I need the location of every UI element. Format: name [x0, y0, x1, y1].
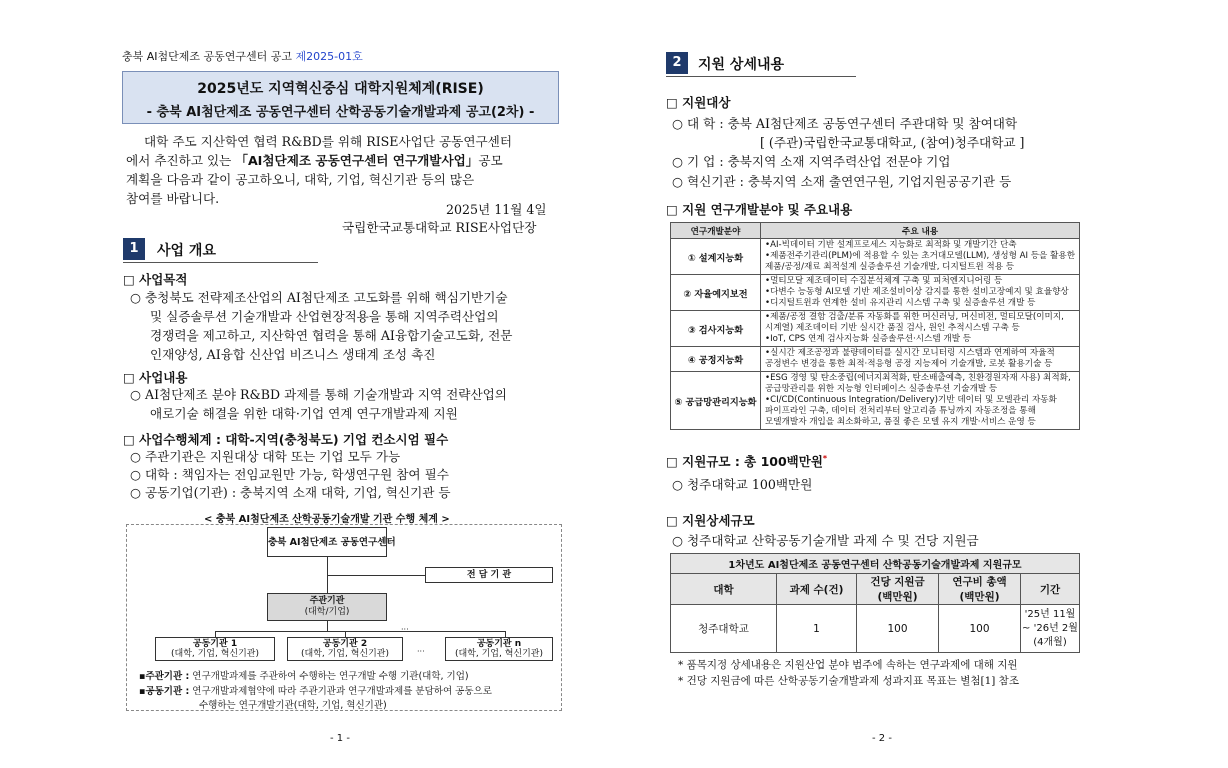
notice-header: 충북 AI첨단제조 공동연구센터 공고 제2025-01호 [122, 50, 363, 63]
intro-line-4: 참여를 바랍니다. [126, 191, 220, 206]
field-heading: □ 지원 연구개발분야 및 주요내용 [666, 202, 853, 217]
page-number-2: - 2 - [872, 733, 892, 744]
budget-table-title: 1차년도 AI첨단제조 공동연구센터 산학공동기술개발과제 지원규모 [671, 554, 1080, 574]
table-cell: 100 [857, 605, 939, 653]
section-1-number: 1 [123, 238, 145, 260]
section-2-number: 2 [666, 52, 688, 74]
system-line: ○ 주관기관은 지원대상 대학 또는 기업 모두 가능 [130, 449, 401, 464]
purpose-line: 인재양성, AI융합 신산업 비즈니스 생태계 조성 촉진 [150, 347, 436, 362]
detail-heading: □ 지원상세규모 [666, 513, 755, 528]
field-content: •ESG 경영 및 탄소중립(에너지최적화, 탄소배출예측, 친환경원자재 사용) 최적화, 공급망관리를 위한 지능형 인터페이스 실증솔루션 기술개발 등 •CI/CD(Continuous Integration/Delivery)기반 데이터 및 모델관리 자동화 파이프라인 구축, 데이터 전처리부터 알고리즘 튜닝까지 자동조정을 통해 모델개발자 개입을 최소화하고, 품질 좋은 모델 유지 개발·서비스 운영 등 [761, 372, 1080, 430]
page-2 [614, 0, 1228, 768]
table-cell: 청주대학교 [671, 605, 777, 653]
table-header-cell: 대학 [671, 574, 777, 605]
table-header-cell: 연구비 총액 (백만원) [939, 574, 1021, 605]
table-header-cell: 기간 [1021, 574, 1080, 605]
diagram-connector [215, 631, 505, 632]
field-content: •멀티모달 제조데이터 수집분석체계 구축 및 피처엔지니어링 등 •다변수 능동형 AI모델 기반 제조설비이상 감지를 통한 설비고장예지 및 효율향상 •디지털트윈과 연계한 설비 유지관리 시스템 구축 및 실증솔루션 개발 등 [761, 275, 1080, 311]
diagram-ellipsis: ··· [417, 647, 425, 656]
table-row [671, 275, 1080, 311]
field-content: •제품/공정 결함 검출/분류 자동화를 위한 머신러닝, 머신비전, 멀티모달(이미지, 시계열) 제조데이터 기반 실시간 품질 검사, 원인 추적시스템 구축 등 •IoT, CPS 연계 검사지능화 실증솔루션·시스템 개발 등 [761, 311, 1080, 347]
table-header-cell: 건당 지원금 (백만원) [857, 574, 939, 605]
budget-table [670, 553, 1080, 653]
diagram-joint-1: 공동기관 1 (대학, 기업, 혁신기관) [155, 637, 275, 661]
notice-number: 제2025-01호 [295, 50, 363, 63]
section-2-title: 지원 상세내용 [698, 57, 785, 73]
legend-lead: ▪주관기관 : 연구개발과제를 주관하여 수행하는 연구개발 수행 기관(대학, 기업) [139, 671, 469, 682]
legend-joint-cont: 수행하는 연구개발기관(대학, 기업, 혁신기관) [199, 700, 387, 711]
title-line-2: - 충북 AI첨단제조 공동연구센터 산학공동기술개발과제 공고(2차) - [146, 105, 535, 120]
diagram-ellipsis: ··· [401, 625, 409, 634]
title-box [122, 71, 559, 124]
diagram-joint-n: 공동기관 n (대학, 기업, 혁신기관) [445, 637, 553, 661]
diagram-dedicated-box: 전 담 기 관 [425, 567, 553, 583]
field-content: •AI-빅데이터 기반 설계프로세스 지능화로 최적화 및 개발기간 단축 •제품전주기관리(PLM)에 적용할 수 있는 초거대모델(LLM), 생성형 AI 등을 활용한 제품/공정/재료 최적설계 실증솔루션 기술개발, 디지털트윈 적용 등 [761, 239, 1080, 275]
content-line: ○ AI첨단제조 분야 R&BD 과제를 통해 기술개발과 지역 전략산업의 [130, 387, 507, 402]
scale-line: ○ 청주대학교 100백만원 [672, 477, 813, 492]
field-area: ⑤ 공급망관리지능화 [671, 372, 761, 430]
table-row [671, 311, 1080, 347]
table-row [671, 605, 1080, 653]
table-cell: 100 [939, 605, 1021, 653]
diagram-connector [327, 575, 425, 576]
diagram-joint-2: 공동기관 2 (대학, 기업, 혁신기관) [287, 637, 403, 661]
detail-line: ○ 청주대학교 산학공동기술개발 과제 수 및 건당 지원금 [672, 533, 979, 548]
intro-line-2: 에서 추진하고 있는 「AI첨단제조 공동연구센터 연구개발사업」공모 [126, 153, 503, 168]
issuer: 국립한국교통대학교 RISE사업단장 [342, 220, 537, 235]
target-line: [ (주관)국립한국교통대학교, (참여)청주대학교 ] [760, 135, 1025, 150]
rd-field-table [670, 222, 1080, 430]
content-line: 애로기술 해결을 위한 대학·기업 연계 연구개발과제 지원 [150, 406, 458, 421]
intro-line-3: 계획을 다음과 같이 공고하오니, 대학, 기업, 혁신기관 등의 많은 [126, 172, 475, 187]
table-cell: '25년 11월 ~ '26년 2월 (4개월) [1021, 605, 1080, 653]
title-line-1: 2025년도 지역혁신중심 대학지원체계(RISE) [197, 81, 484, 97]
page-number-1: - 1 - [330, 733, 350, 744]
scale-heading: □ 지원규모 : 총 100백만원* [666, 453, 828, 469]
field-area: ③ 검사지능화 [671, 311, 761, 347]
legend-joint: ▪공동기관 : 연구개발과제협약에 따라 주관기관과 연구개발과제를 분담하여 공동으로 [139, 686, 492, 697]
diagram-center-box: 충북 AI첨단제조 공동연구센터 [267, 527, 387, 557]
content-heading: □ 사업내용 [123, 370, 188, 385]
table-row [671, 347, 1080, 372]
field-area: ① 설계지능화 [671, 239, 761, 275]
purpose-heading: □ 사업목적 [123, 272, 188, 287]
note: * 품목지정 상세내용은 지원산업 분야 범주에 속하는 연구과제에 대해 지원 [678, 659, 1018, 671]
intro-line-1: 대학 주도 지산학연 협력 R&BD를 위해 RISE사업단 공동연구센터 [144, 134, 512, 149]
system-line: ○ 공동기업(기관) : 충북지역 소재 대학, 기업, 혁신기관 등 [130, 485, 451, 500]
table-header-row [671, 223, 1080, 239]
table-header-cell: 과제 수(건) [777, 574, 857, 605]
diagram-caption: < 충북 AI첨단제조 산학공동기술개발 기관 수행 체계 > [204, 514, 450, 525]
table-header-cell: 주요 내용 [761, 223, 1080, 239]
note: * 건당 지원금에 따른 산학공동기술개발과제 성과지표 목표는 별첨[1] 참조 [678, 675, 1019, 687]
table-row [671, 239, 1080, 275]
section-2-underline [666, 76, 856, 77]
diagram-connector [327, 621, 328, 631]
table-header-row [671, 574, 1080, 605]
notice-date: 2025년 11월 4일 [446, 202, 547, 217]
diagram-lead-box: 주관기관 (대학/기업) [267, 593, 387, 621]
system-heading: □ 사업수행체계 : 대학-지역(충청북도) 기업 컨소시엄 필수 [123, 432, 449, 447]
purpose-line: 경쟁력을 제고하고, 지산학연 협력을 통해 AI융합기술고도화, 전문 [150, 328, 513, 343]
diagram-frame [126, 524, 562, 711]
purpose-line: ○ 충청북도 전략제조산업의 AI첨단제조 고도화를 위해 핵심기반기술 [130, 290, 508, 305]
purpose-line: 및 실증솔루션 기술개발과 산업현장적용을 통해 지역주력산업의 [150, 309, 499, 324]
target-line: ○ 기 업 : 충북지역 소재 지역주력산업 전문야 기업 [672, 154, 951, 169]
table-row [671, 372, 1080, 430]
table-cell: 1 [777, 605, 857, 653]
target-line: ○ 대 학 : 충북 AI첨단제조 공동연구센터 주관대학 및 참여대학 [672, 116, 1018, 131]
system-line: ○ 대학 : 책임자는 전임교원만 가능, 학생연구원 참여 필수 [130, 467, 449, 482]
target-heading: □ 지원대상 [666, 95, 731, 110]
section-1-underline [123, 262, 318, 263]
table-header-cell: 연구개발분야 [671, 223, 761, 239]
field-content: •실시간 제조공정과 불량데이터를 실시간 모니터링 시스템과 연계하여 자율적 공정변수 변경을 통한 최적·적응형 공정 지능제어 기술개발, 로봇 활용기술 등 [761, 347, 1080, 372]
field-area: ④ 공정지능화 [671, 347, 761, 372]
section-1-title: 사업 개요 [157, 243, 216, 259]
target-line: ○ 혁신기관 : 충북지역 소재 출연연구원, 기업지원공공기관 등 [672, 174, 1012, 189]
table-title-row [671, 554, 1080, 574]
field-area: ② 자율예지보전 [671, 275, 761, 311]
